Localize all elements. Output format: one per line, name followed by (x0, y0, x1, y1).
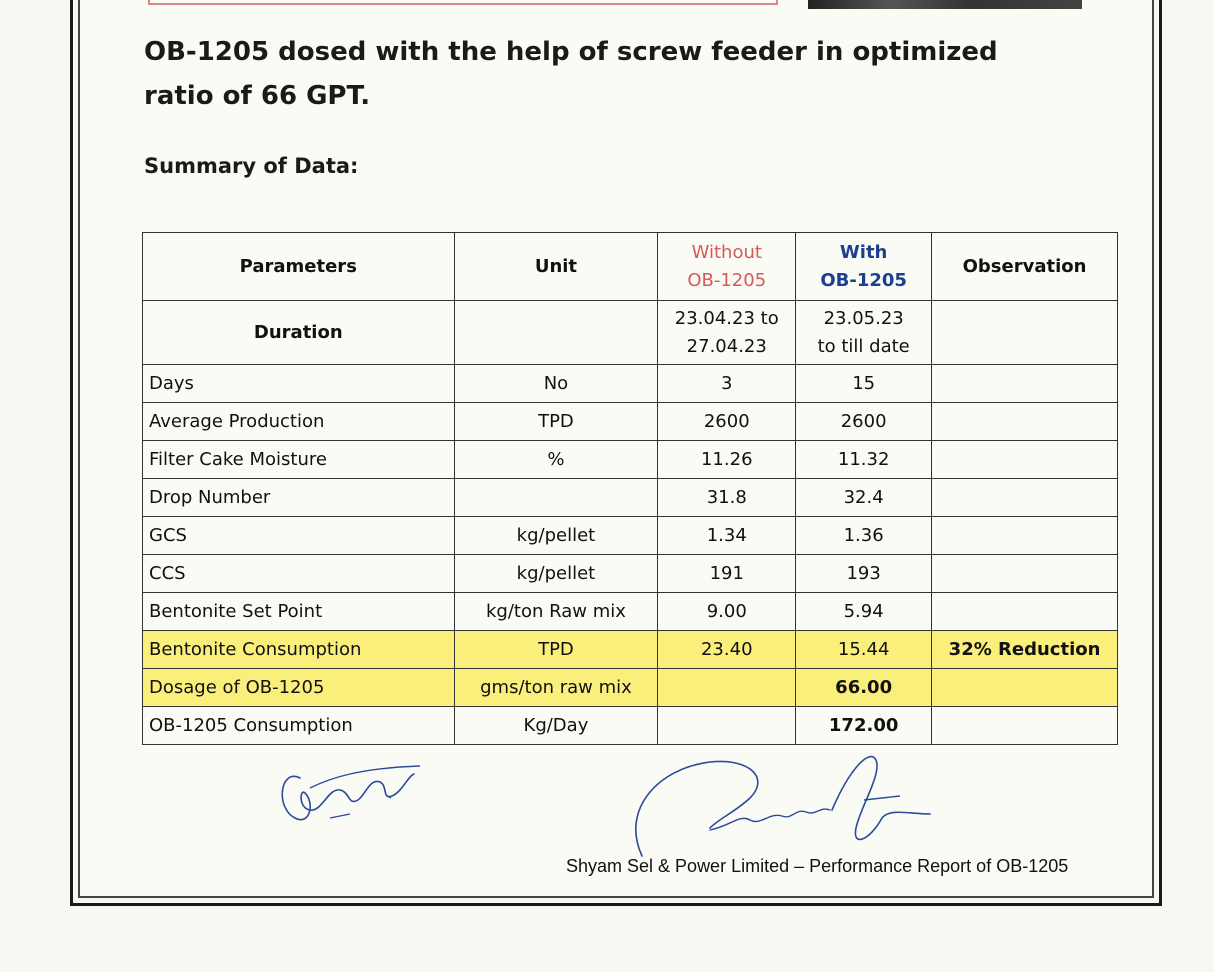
summary-title: Summary of Data: (144, 154, 359, 178)
table-row (143, 593, 1118, 631)
signature-left (270, 748, 430, 838)
header-parameters: Parameters (143, 233, 455, 301)
cell-with: 15.44 (796, 631, 932, 669)
cell-without: 9.00 (658, 593, 796, 631)
table-row (143, 517, 1118, 555)
cell-without: 1.34 (658, 517, 796, 555)
duration-unit (454, 301, 658, 365)
duration-with (796, 301, 932, 365)
cell-with: 66.00 (796, 669, 932, 707)
header-unit: Unit (454, 233, 658, 301)
cell-without: 3 (658, 365, 796, 403)
cell-parameter: Bentonite Set Point (143, 593, 455, 631)
table-row (143, 403, 1118, 441)
cell-unit: No (454, 365, 658, 403)
table-header-row (143, 233, 1118, 301)
cell-observation (932, 707, 1118, 745)
cell-parameter: Days (143, 365, 455, 403)
cell-without (658, 669, 796, 707)
cell-observation (932, 555, 1118, 593)
top-box-fragment (148, 0, 778, 5)
cell-without (658, 707, 796, 745)
signature-center (620, 748, 940, 858)
duration-without (658, 301, 796, 365)
cell-unit (454, 479, 658, 517)
cell-parameter: OB-1205 Consumption (143, 707, 455, 745)
cell-observation (932, 403, 1118, 441)
cell-unit: Kg/Day (454, 707, 658, 745)
header-with-line1: With (839, 241, 888, 263)
cell-observation (932, 365, 1118, 403)
table-row (143, 479, 1118, 517)
duration-with-line2: to till date (817, 335, 910, 357)
duration-without-line1: 23.04.23 to (674, 307, 779, 329)
table-row (143, 555, 1118, 593)
cell-parameter: Filter Cake Moisture (143, 441, 455, 479)
table-row-highlighted (143, 631, 1118, 669)
cell-observation (932, 441, 1118, 479)
table-row (143, 365, 1118, 403)
cell-observation (932, 517, 1118, 555)
duration-row (143, 301, 1118, 365)
summary-table (142, 232, 1118, 745)
header-observation: Observation (932, 233, 1118, 301)
header-with (796, 233, 932, 301)
cell-with: 2600 (796, 403, 932, 441)
cell-with: 172.00 (796, 707, 932, 745)
cell-without: 191 (658, 555, 796, 593)
cell-parameter: Dosage of OB-1205 (143, 669, 455, 707)
cell-parameter: Bentonite Consumption (143, 631, 455, 669)
duration-label: Duration (143, 301, 455, 365)
cell-without: 11.26 (658, 441, 796, 479)
cell-with: 11.32 (796, 441, 932, 479)
cell-unit: kg/pellet (454, 517, 658, 555)
cell-unit: TPD (454, 631, 658, 669)
cell-unit: % (454, 441, 658, 479)
cell-observation-reduction: 32% Reduction (932, 631, 1118, 669)
cell-without: 31.8 (658, 479, 796, 517)
cell-with: 5.94 (796, 593, 932, 631)
cell-parameter: CCS (143, 555, 455, 593)
cell-with: 1.36 (796, 517, 932, 555)
cell-without: 23.40 (658, 631, 796, 669)
table-row (143, 707, 1118, 745)
cell-without: 2600 (658, 403, 796, 441)
duration-with-line1: 23.05.23 (823, 307, 904, 329)
table-row-highlighted (143, 669, 1118, 707)
cell-parameter: Drop Number (143, 479, 455, 517)
header-without-line2: OB-1205 (687, 269, 767, 291)
cell-observation (932, 669, 1118, 707)
page-heading: OB-1205 dosed with the help of screw feeder in optimized ratio of 66 GPT. (144, 37, 998, 111)
cell-observation (932, 593, 1118, 631)
top-photo-fragment (808, 0, 1082, 9)
cell-parameter: Average Production (143, 403, 455, 441)
cell-with: 193 (796, 555, 932, 593)
cell-observation (932, 479, 1118, 517)
cell-with: 15 (796, 365, 932, 403)
cell-with: 32.4 (796, 479, 932, 517)
cell-unit: kg/ton Raw mix (454, 593, 658, 631)
table-row (143, 441, 1118, 479)
cell-unit: kg/pellet (454, 555, 658, 593)
header-without (658, 233, 796, 301)
duration-observation (932, 301, 1118, 365)
cell-unit: gms/ton raw mix (454, 669, 658, 707)
duration-without-line2: 27.04.23 (686, 335, 767, 357)
header-without-line1: Without (691, 241, 762, 263)
cell-parameter: GCS (143, 517, 455, 555)
footer-text: Shyam Sel & Power Limited – Performance Report of OB-1205 (566, 856, 1069, 876)
header-with-line2: OB-1205 (820, 269, 907, 291)
cell-unit: TPD (454, 403, 658, 441)
